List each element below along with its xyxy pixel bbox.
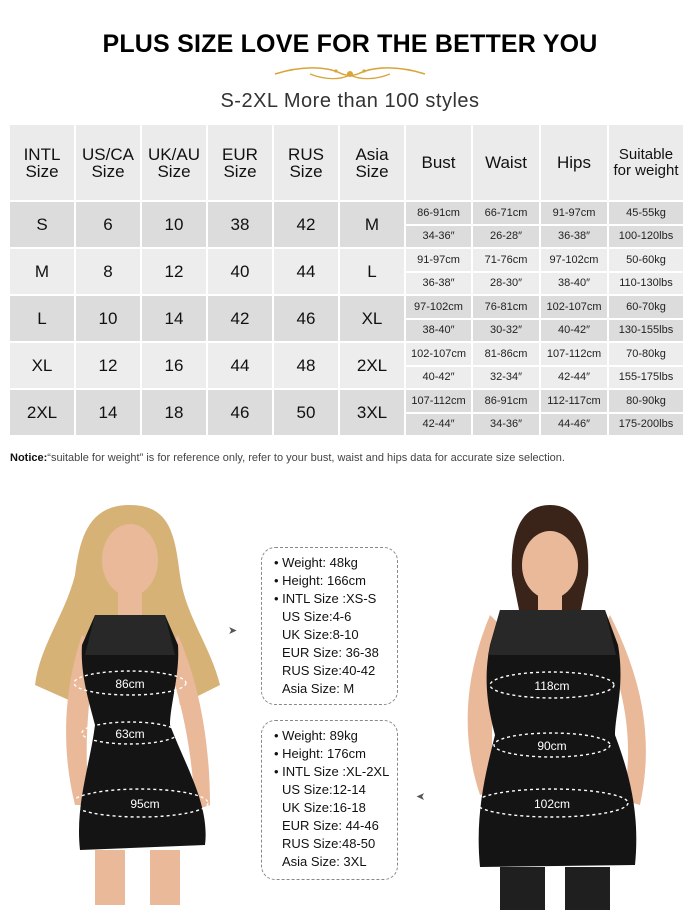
cell-bust-cm: 86-91cm [406, 202, 471, 224]
cell-bust-in: 40-42″ [406, 367, 471, 389]
info-line: US Size:12-14 [282, 782, 366, 797]
info-line: • Weight: 89kg [274, 728, 358, 743]
cell-asia: XL [340, 296, 404, 341]
info-line: EUR Size: 36-38 [282, 645, 379, 660]
cell-hips-in: 36-38″ [541, 226, 607, 248]
header-asia-size: Asia Size [340, 125, 404, 200]
cell-bust-in: 34-36″ [406, 226, 471, 248]
cell-intl: S [10, 202, 74, 247]
cell-uk: 16 [142, 343, 206, 388]
model-right-info-box [261, 720, 398, 880]
page-title: PLUS SIZE LOVE FOR THE BETTER YOU [102, 30, 598, 58]
cell-weight-kg: 70-80kg [609, 343, 683, 365]
cell-waist-cm: 76-81cm [473, 296, 539, 318]
cell-bust-cm: 97-102cm [406, 296, 471, 318]
cell-bust-cm: 107-112cm [406, 390, 471, 412]
cell-waist-cm: 81-86cm [473, 343, 539, 365]
cell-us: 8 [76, 249, 140, 294]
info-line: RUS Size:48-50 [282, 836, 376, 851]
cell-hips-cm: 97-102cm [541, 249, 607, 271]
cell-bust-in: 42-44″ [406, 414, 471, 436]
arrow-right-icon: ➤ [228, 625, 238, 637]
cell-asia: M [340, 202, 404, 247]
cell-eur: 40 [208, 249, 272, 294]
cell-intl: 2XL [10, 390, 74, 435]
cell-weight-lbs: 155-175lbs [609, 367, 683, 389]
cell-weight-kg: 80-90kg [609, 390, 683, 412]
cell-bust-cm: 102-107cm [406, 343, 471, 365]
bust-label-left: 86cm [115, 677, 145, 691]
info-line: • INTL Size :XL-2XL [274, 764, 390, 779]
cell-bust-cm: 91-97cm [406, 249, 471, 271]
cell-us: 12 [76, 343, 140, 388]
cell-hips-in: 42-44″ [541, 367, 607, 389]
model-left-info-box [261, 547, 398, 705]
info-line: UK Size:8-10 [282, 627, 359, 642]
cell-hips-cm: 107-112cm [541, 343, 607, 365]
table-row [10, 343, 683, 365]
cell-eur: 38 [208, 202, 272, 247]
cell-intl: XL [10, 343, 74, 388]
table-row [10, 390, 683, 412]
header-intl-size: INTL Size [10, 125, 74, 200]
cell-uk: 12 [142, 249, 206, 294]
header-eur-size: EUR Size [208, 125, 272, 200]
cell-waist-cm: 86-91cm [473, 390, 539, 412]
cell-us: 14 [76, 390, 140, 435]
cell-eur: 46 [208, 390, 272, 435]
hips-label-right: 102cm [533, 797, 571, 811]
model-right-photo [440, 505, 700, 910]
info-line: RUS Size:40-42 [282, 663, 376, 678]
header-bust: Bust [406, 125, 471, 200]
table-row [10, 296, 683, 318]
cell-weight-lbs: 100-120lbs [609, 226, 683, 248]
cell-us: 6 [76, 202, 140, 247]
cell-hips-cm: 112-117cm [541, 390, 607, 412]
info-line: Asia Size: M [282, 681, 355, 696]
cell-rus: 48 [274, 343, 338, 388]
cell-hips-in: 40-42″ [541, 320, 607, 342]
cell-uk: 10 [142, 202, 206, 247]
cell-rus: 46 [274, 296, 338, 341]
cell-waist-in: 32-34″ [473, 367, 539, 389]
info-line: Asia Size: 3XL [282, 854, 367, 869]
cell-bust-in: 36-38″ [406, 273, 471, 295]
cell-rus: 44 [274, 249, 338, 294]
header-hips: Hips [541, 125, 607, 200]
table-header-row [10, 125, 683, 200]
cell-eur: 44 [208, 343, 272, 388]
cell-waist-in: 30-32″ [473, 320, 539, 342]
cell-asia: 3XL [340, 390, 404, 435]
cell-intl: L [10, 296, 74, 341]
waist-label-right: 90cm [537, 739, 567, 753]
header-us-size: US/CA Size [76, 125, 140, 200]
table-row [10, 202, 683, 224]
info-line: • INTL Size :XS-S [274, 591, 377, 606]
waist-label-left: 63cm [115, 727, 145, 741]
cell-bust-in: 38-40″ [406, 320, 471, 342]
info-line: • Weight: 48kg [274, 555, 358, 570]
cell-rus: 50 [274, 390, 338, 435]
cell-eur: 42 [208, 296, 272, 341]
gold-flourish-ornament [270, 64, 430, 84]
info-line: UK Size:16-18 [282, 800, 366, 815]
table-row [10, 249, 683, 271]
cell-waist-in: 26-28″ [473, 226, 539, 248]
cell-waist-cm: 66-71cm [473, 202, 539, 224]
cell-weight-kg: 60-70kg [609, 296, 683, 318]
cell-hips-cm: 91-97cm [541, 202, 607, 224]
info-line: • Height: 166cm [274, 573, 366, 588]
cell-weight-lbs: 110-130lbs [609, 273, 683, 295]
cell-weight-kg: 50-60kg [609, 249, 683, 271]
hips-label-left: 95cm [130, 797, 160, 811]
cell-hips-cm: 102-107cm [541, 296, 607, 318]
bust-label-right: 118cm [534, 679, 570, 693]
cell-weight-lbs: 130-155lbs [609, 320, 683, 342]
model-left-photo [20, 505, 240, 905]
cell-rus: 42 [274, 202, 338, 247]
notice-text: Notice:“suitable for weight” is for reference only, refer to your bust, waist and hips data for accurate size selection. [10, 452, 565, 464]
cell-asia: L [340, 249, 404, 294]
cell-asia: 2XL [340, 343, 404, 388]
page-subtitle: S-2XL More than 100 styles [220, 90, 480, 112]
cell-waist-in: 28-30″ [473, 273, 539, 295]
info-line: • Height: 176cm [274, 746, 366, 761]
cell-uk: 18 [142, 390, 206, 435]
cell-weight-lbs: 175-200lbs [609, 414, 683, 436]
header-rus-size: RUS Size [274, 125, 338, 200]
arrow-left-icon: ➤ [416, 791, 426, 803]
cell-weight-kg: 45-55kg [609, 202, 683, 224]
cell-intl: M [10, 249, 74, 294]
size-chart-table [8, 123, 685, 437]
cell-hips-in: 44-46″ [541, 414, 607, 436]
cell-waist-cm: 71-76cm [473, 249, 539, 271]
cell-hips-in: 38-40″ [541, 273, 607, 295]
cell-waist-in: 34-36″ [473, 414, 539, 436]
cell-uk: 14 [142, 296, 206, 341]
header-waist: Waist [473, 125, 539, 200]
info-line: EUR Size: 44-46 [282, 818, 379, 833]
cell-us: 10 [76, 296, 140, 341]
info-line: US Size:4-6 [282, 609, 352, 624]
header-uk-size: UK/AU Size [142, 125, 206, 200]
header-suitable-weight: Suitable for weight [609, 125, 683, 200]
